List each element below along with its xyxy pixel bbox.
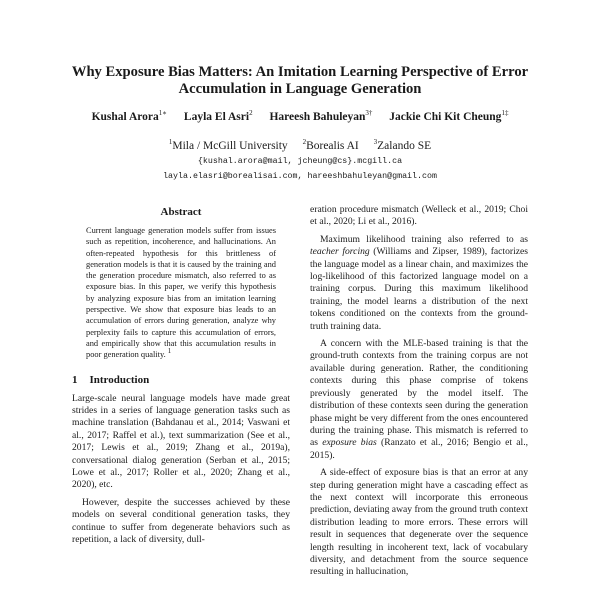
term-teacher-forcing: teacher forcing	[310, 246, 370, 258]
right-paragraph-3: A side-effect of exposure bias is that an error at any step during generation might have a cascading effect as the next context will incorporate this erroneous prediction, deviating away from the ground truth context distribution leading to more errors. These errors will result in sequences that degenerate over the sequence length resulting in incoherent text, lack of vocabulary diversity, and detachment from the source sequence resulting in hallucination,	[310, 467, 528, 578]
right-paragraph-1: Maximum likelihood training also referred to as teacher forcing (Williams and Zipser, 1989), factorizes the language model as a linear chain, and maximizes the log-likelihood of this factorized language model on a training corpus. During this maximum likelihood training, the model learns a distribution of the next tokens conditioned on the contexts from the ground-truth training data.	[310, 233, 528, 332]
intro-paragraph-2: However, despite the successes achieved by these models on several conditional generation tasks, they continue to suffer from degenerate behaviors such as repetition, a lack of diversity, dull-	[72, 496, 290, 546]
email-line-2: layla.elasri@borealisai.com, hareeshbahuleyan@gmail.com	[163, 172, 437, 181]
title-line-2: Accumulation in Language Generation	[178, 81, 422, 97]
right-paragraph-2: A concern with the MLE-based training is that the ground-truth contexts from the training corpus are not available during generation. Rather, the conditioning contexts during this phase comprise of tokens previously generated by the model itself. The distribution of these contexts seen during the generation phase might be very different from the ones encountered during the training phase. This mismatch is referred to as exposure bias (Ranzato et al., 2016; Bengio et al., 2015).	[310, 338, 528, 461]
right-column	[310, 204, 528, 584]
affiliation: $^2$Borealis AI	[302, 138, 359, 152]
intro-paragraph-1: Large-scale neural language models have made great strides in a series of language generation tasks such as machine translation (Bahdanau et al., 2014; Vaswani et al., 2017; Raffel et al.), text summarization (See et al., 2017; Lewis et al., 2019; Zhang et al., 2019a), conversational dialog generation (Serban et al., 2015; Lowe et al., 2017; Roller et al., 2020; Zhang et al., 2020), etc.	[72, 392, 290, 491]
affiliation-list	[40, 139, 560, 153]
affiliation: $^3$Zalando SE	[373, 138, 432, 152]
paper-title	[40, 64, 560, 98]
title-line-1: Why Exposure Bias Matters: An Imitation Learning Perspective of Error	[71, 64, 529, 80]
author-list	[40, 110, 560, 124]
right-paragraph-0: eration procedure mismatch (Welleck et al., 2019; Choi et al., 2020; Li et al., 2016).	[310, 204, 528, 228]
email-line-1: {kushal.arora@mail, jcheung@cs}.mcgill.ca	[197, 157, 403, 166]
author: Kushal Arora$^{1∗}$	[91, 109, 168, 123]
affiliation: $^1$Mila / McGill University	[168, 138, 288, 152]
term-exposure-bias: exposure bias	[322, 437, 377, 449]
abstract-text: Current language generation models suffer from issues such as repetition, incoherence, and hallucinations. An often-repeated hypothesis for this brittleness of generation models is that it is caused by the training and the generation procedure mismatch, also referred to as exposure bias. In this paper, we verify this hypothesis by analyzing exposure bias from an imitation learning perspective. We show that exposure bias leads to an accumulation of errors during generation, analyze why perplexity fails to capture this accumulation of errors, and empirically show that this accumulation results in poor generation quality. $^1$	[86, 226, 276, 360]
left-column	[72, 205, 290, 551]
section-heading-introduction: 1 Introduction	[72, 373, 150, 386]
author: Jackie Chi Kit Cheung$^{1\ddagger}$	[389, 109, 509, 123]
author: Hareesh Bahuleyan$^{3\dagger}$	[269, 109, 373, 123]
abstract-heading: Abstract	[160, 206, 202, 218]
footnote-mark: 1	[167, 347, 172, 356]
author: Layla El Asri$^2$	[183, 109, 253, 123]
